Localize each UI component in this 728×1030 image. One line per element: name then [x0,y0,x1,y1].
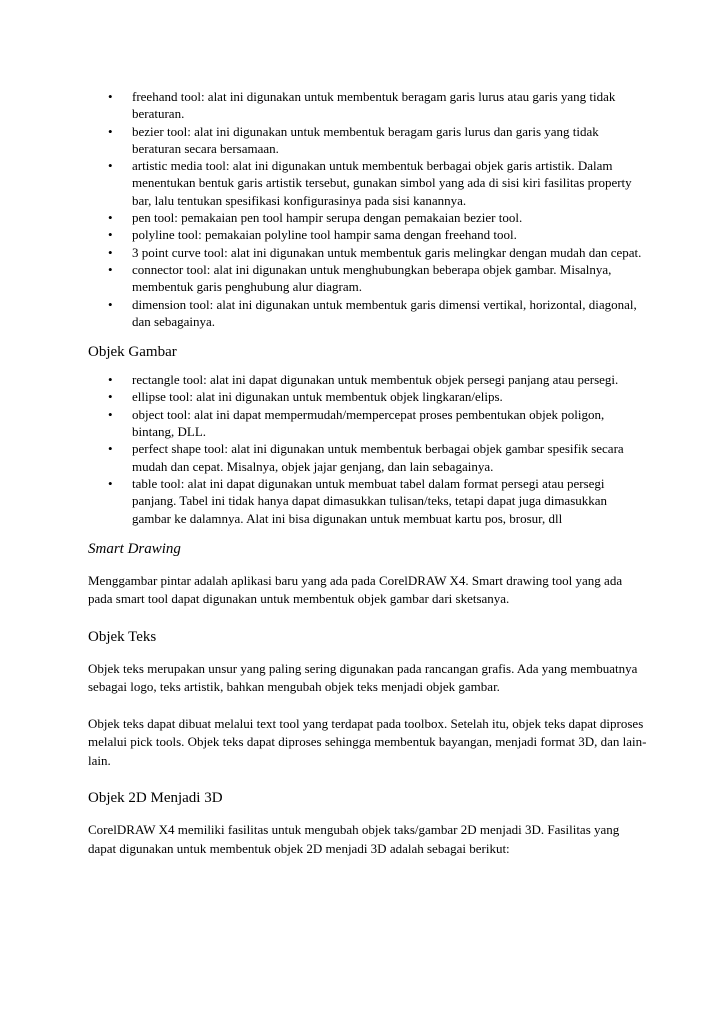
list-item-text: freehand tool: alat ini digunakan untuk membentuk beragam garis lurus atau garis yang tidak beraturan. [132,89,616,122]
bullet-icon: • [108,372,113,388]
paragraph-objek-teks-2: Objek teks dapat dibuat melalui text tool yang terdapat pada toolbox. Setelah itu, objek teks dapat diproses melalui pick tools. Objek teks dapat diproses sehingga membentuk bayangan, menjadi format 3D, dan lain-lain. [88,715,647,768]
line-tools-list [88,88,648,330]
bullet-icon: • [108,475,113,491]
bullet-icon: • [108,296,113,312]
section-heading-objek-2d-3d: Objek 2D Menjadi 3D [88,790,223,807]
list-item [88,209,648,226]
list-item [88,406,648,441]
list-item-text: 3 point curve tool: alat ini digunakan untuk membentuk garis melingkar dengan mudah dan cepat. [132,244,642,260]
list-item [88,371,648,388]
shape-tools-list [88,371,648,527]
list-item-text: perfect shape tool: alat ini digunakan untuk membentuk berbagai objek gambar spesifik secara mudah dan cepat. Misalnya, objek jajar genjang, dan lain sebagainya. [132,441,624,474]
list-item-text: polyline tool: pemakaian polyline tool hampir sama dengan freehand tool. [132,227,517,243]
bullet-icon: • [108,123,113,139]
bullet-icon: • [108,227,113,243]
list-item-text: connector tool: alat ini digunakan untuk menghubungkan beberapa objek gambar. Misalnya, membentuk garis penghubung alur diagram. [132,261,612,295]
bullet-icon: • [108,210,113,226]
bullet-icon: • [108,89,113,104]
bullet-icon: • [108,441,113,457]
list-item-text: pen tool: pemakaian pen tool hampir serupa dengan pemakaian bezier tool. [132,210,523,226]
list-item [88,226,648,243]
bullet-icon: • [108,244,113,260]
list-item [88,244,648,261]
section-heading-objek-teks: Objek Teks [88,628,157,645]
list-item [88,475,648,527]
paragraph-smart-drawing: Menggambar pintar adalah aplikasi baru yang ada pada CorelDRAW X4. Smart drawing tool yang ada pada smart tool dapat digunakan untuk membentuk objek gambar dari sketsanya. [88,572,623,607]
list-item [88,88,648,123]
list-item [88,296,648,331]
bullet-icon: • [108,158,113,174]
bullet-icon: • [108,406,113,422]
document-page [88,88,648,858]
paragraph-objek-teks-1: Objek teks merupakan unsur yang paling sering digunakan pada rancangan grafis. Ada yang membuatnya sebagai logo, teks artistik, bahkan mengubah objek teks menjadi objek gambar. [88,660,638,695]
list-item-text: dimension tool: alat ini digunakan untuk membentuk garis dimensi vertikal, horizontal, diagonal, dan sebagainya. [132,296,637,329]
list-item [88,261,648,296]
list-item-text: bezier tool: alat ini digunakan untuk membentuk beragam garis lurus dan garis yang tidak beraturan secara bersamaan. [132,123,599,156]
section-heading-objek-gambar: Objek Gambar [88,344,177,361]
bullet-icon: • [108,261,113,277]
list-item [88,123,648,158]
list-item-text: ellipse tool: alat ini digunakan untuk membentuk objek lingkaran/elips. [132,389,503,405]
bullet-icon: • [108,389,113,405]
paragraph-objek-2d-3d: CorelDRAW X4 memiliki fasilitas untuk mengubah objek taks/gambar 2D menjadi 3D. Fasilitas yang dapat digunakan untuk membentuk objek 2D menjadi 3D adalah sebagai berikut: [88,822,620,856]
list-item-text: table tool: alat ini dapat digunakan untuk membuat tabel dalam format persegi atau persegi panjang. Tabel ini tidak hanya dapat dimasukkan tulisan/teks, tetapi dapat juga dimasukkan gambar ke dalamnya. Alat ini bisa digunakan untuk membuat kartu pos, brosur, dll [132,475,608,526]
list-item [88,440,648,475]
list-item [88,157,648,209]
list-item-text: rectangle tool: alat ini dapat digunakan untuk membentuk objek persegi panjang atau persegi. [132,372,619,388]
section-heading-smart-drawing: Smart Drawing [88,540,181,557]
list-item-text: artistic media tool: alat ini digunakan untuk membentuk berbagai objek garis artistik. Dalam menentukan bentuk garis artistik tersebut, gunakan simbol yang ada di sisi kiri fasilitas property bar, lalu tentukan spesifikasi konfigurasinya pada sisi kanannya. [132,158,632,208]
list-item [88,388,648,405]
list-item-text: object tool: alat ini dapat mempermudah/mempercepat proses pembentukan objek poligon, bintang, DLL. [132,406,605,440]
